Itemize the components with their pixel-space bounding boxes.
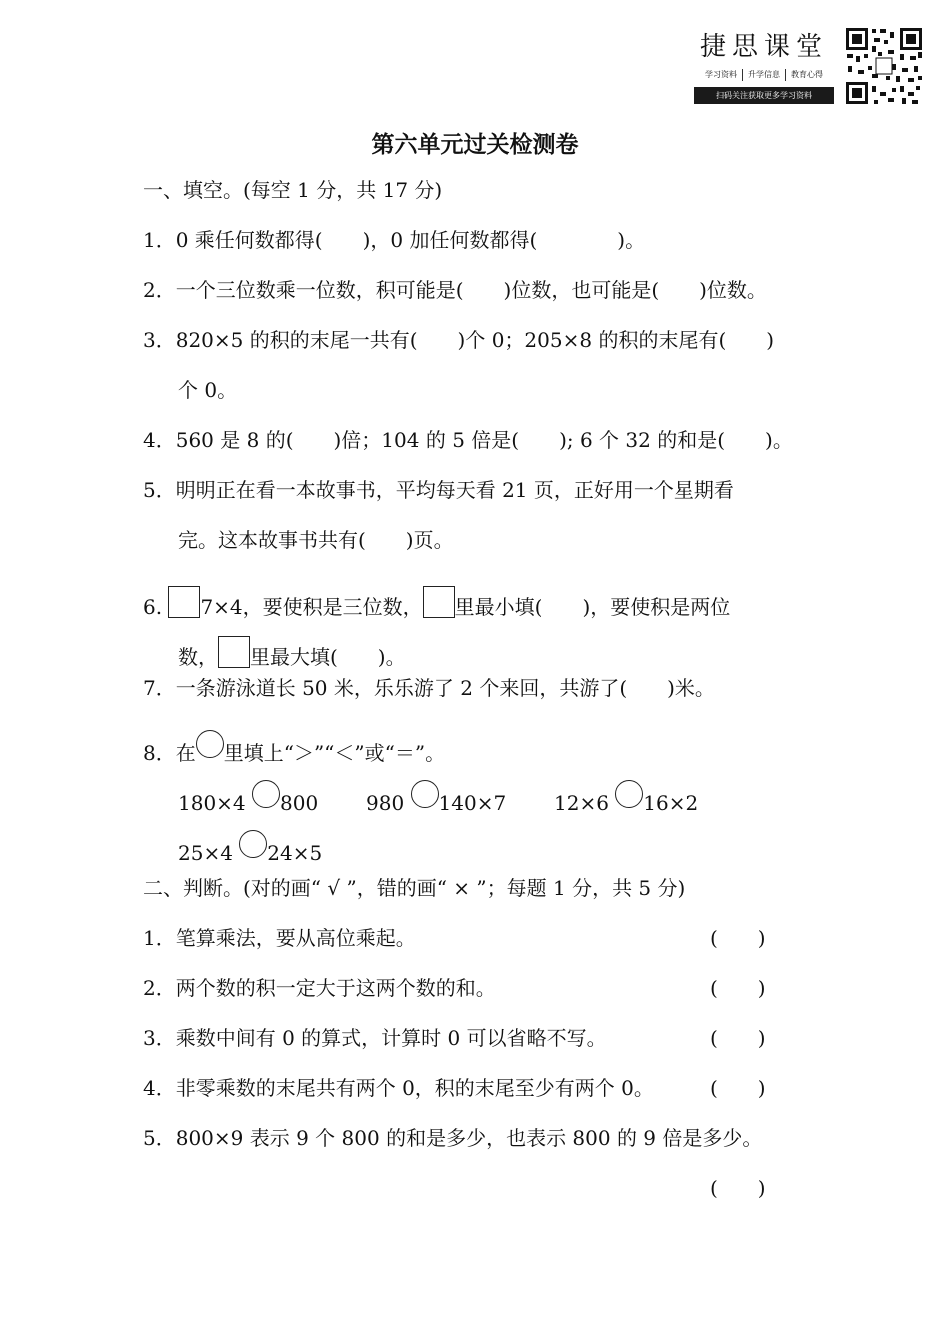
answer-paren[interactable]: ( ) — [710, 1176, 766, 1200]
question-text: 7×4，要使积是三位数， — [200, 595, 423, 619]
question-1-1: 1．0 乘任何数都得( )，0 加任何数都得( )。 — [143, 228, 646, 252]
compare-a — [178, 780, 318, 815]
section2-heading: 二、判断。(对的画“ √ ”，错的画“ × ”；每题 1 分，共 5 分) — [143, 876, 686, 900]
section1-heading: 一、填空。(每空 1 分，共 17 分) — [143, 178, 443, 202]
question-text: 数， — [178, 645, 218, 669]
brand-tag: 升学信息 — [743, 69, 786, 81]
answer-box[interactable] — [423, 586, 455, 618]
question-1-6-cont — [178, 636, 406, 669]
judge-1: 1．笔算乘法，要从高位乘起。 — [143, 926, 416, 950]
judge-2: 2．两个数的积一定大于这两个数的和。 — [143, 976, 496, 1000]
question-1-5: 5．明明正在看一本故事书，平均每天看 21 页，正好用一个星期看 — [143, 478, 734, 502]
compare-right: 140×7 — [438, 791, 507, 815]
question-1-2: 2．一个三位数乘一位数，积可能是( )位数，也可能是( )位数。 — [143, 278, 767, 302]
question-1-6 — [143, 586, 730, 619]
compare-circle[interactable] — [252, 780, 280, 808]
judge-3: 3．乘数中间有 0 的算式，计算时 0 可以省略不写。 — [143, 1026, 607, 1050]
compare-right: 16×2 — [643, 791, 699, 815]
compare-circle[interactable] — [411, 780, 439, 808]
question-1-7: 7．一条游泳道长 50 米，乐乐游了 2 个来回，共游了( )米。 — [143, 676, 715, 700]
question-text: 8．在 — [143, 741, 196, 765]
question-1-3-cont: 个 0。 — [178, 378, 238, 402]
brand-tag: 学习资料 — [700, 69, 743, 81]
compare-left: 980 — [366, 791, 405, 815]
question-1-4: 4．560 是 8 的( )倍；104 的 5 倍是( ); 6 个 32 的和是( )。 — [143, 428, 793, 452]
compare-d — [178, 830, 322, 865]
answer-paren[interactable]: ( ) — [710, 926, 766, 950]
answer-paren[interactable]: ( ) — [710, 1026, 766, 1050]
compare-right: 800 — [280, 791, 319, 815]
page-title: 第六单元过关检测卷 — [371, 132, 579, 158]
judge-4: 4．非零乘数的末尾共有两个 0，积的末尾至少有两个 0。 — [143, 1076, 654, 1100]
answer-paren[interactable]: ( ) — [710, 1076, 766, 1100]
compare-left: 12×6 — [554, 791, 609, 815]
compare-left: 180×4 — [178, 791, 246, 815]
question-number: 6. — [143, 595, 163, 619]
question-1-5-cont: 完。这本故事书共有( )页。 — [178, 528, 454, 552]
compare-right: 24×5 — [267, 841, 323, 865]
question-1-8 — [143, 730, 445, 765]
compare-c — [554, 780, 698, 815]
answer-box[interactable] — [218, 636, 250, 668]
answer-paren[interactable]: ( ) — [710, 976, 766, 1000]
circle-blank — [196, 730, 224, 758]
brand-banner: 扫码关注获取更多学习资料 — [694, 87, 834, 104]
compare-b — [366, 780, 506, 815]
qr-code-icon — [844, 26, 924, 106]
compare-left: 25×4 — [178, 841, 233, 865]
question-text: 里填上“＞”“＜”或“＝”。 — [223, 741, 446, 765]
brand-name: 捷思课堂 — [699, 32, 828, 62]
brand-tag: 教育心得 — [791, 70, 823, 79]
question-1-3: 3．820×5 的积的末尾一共有( )个 0；205×8 的积的末尾有( ) — [143, 328, 775, 352]
question-text: 里最大填( )。 — [250, 645, 406, 669]
judge-5: 5．800×9 表示 9 个 800 的和是多少，也表示 800 的 9 倍是多少。 — [143, 1126, 763, 1150]
compare-circle[interactable] — [239, 830, 267, 858]
brand-logo — [694, 26, 834, 104]
answer-box[interactable] — [168, 586, 200, 618]
brand-tags — [694, 69, 834, 81]
compare-circle[interactable] — [615, 780, 643, 808]
question-text: 里最小填( )，要使积是两位 — [454, 595, 731, 619]
